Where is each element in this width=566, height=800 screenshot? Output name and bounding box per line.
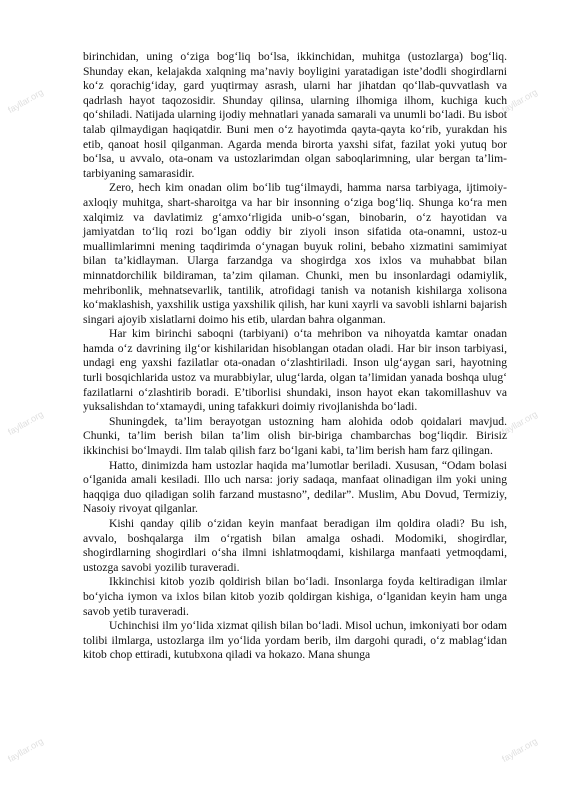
watermark: fayllar.org <box>6 735 45 765</box>
paragraph-8: Uchinchisi ilm yo‘lida xizmat qilish bilan bo‘ladi. Misol uchun, imkoniyati bor odam tolibi ilmlarga, ustozlarga ilm yo‘lida yordam berib, ilm dargohi quradi, o‘z mablag‘idan kitob chop ettiradi, kutubxona qiladi va hokazo. Mana shunga <box>83 619 507 662</box>
paragraph-4: Shuningdek, ta’lim berayotgan ustozning ham alohida odob qoidalari mavjud. Chunki, ta’lim berish bilan ta’lim olish bir-biriga chambarchas bog‘liqdir. Birisiz ikkinchisi bo‘lmaydi. Ilm talab qilish farz bo‘lgani kabi, ta’lim berish ham farz qilingan. <box>83 414 507 458</box>
paragraph-6: Kishi qanday qilib o‘zidan keyin manfaat beradigan ilm qoldira oladi? Bu ish, avvalo, boshqalarga ilm o‘rgatish bilan amalga oshadi. Modomiki, shogirdlar, shogirdlarning shogirdlari o‘sha ilmni ishlatmoqdami, kishilarga manfaati yetmoqdami, ustozga savobi yozilib turaveradi. <box>83 517 507 574</box>
document-page <box>83 50 507 663</box>
paragraph-1: birinchidan, uning o‘ziga bog‘liq bo‘lsa, ikkinchidan, muhitga (ustozlarga) bog‘liq. Shunday ekan, kelajakda xalqning ma’naviy boyligini yaratadigan iste’dodli shogirdlarni ko‘z qorachig‘iday, gard yuqtirmay asrash, ularni har jihatdan qo‘llab-quvvatlash va qadrlash hayot taqozosidir. Shunday qilinsa, ularning ilhomiga ilhom, kuchiga kuch qo‘shiladi. Natijada ularning ijodiy mehnatlari yanada samarali va unumli bo‘ladi. Bu isbot talab qilmaydigan haqiqatdir. Buni men o‘z hayotimda qayta-qayta ko‘rib, yurakdan his etib, qanoat hosil qilganman. Agarda menda birorta yaxshi sifat, fazilat yoki yutuq bor bo‘lsa, u avvalo, ota-onam va ustozlarimdan olgan saboqlarimning, ular bergan ta’lim-tarbiyaning samarasidir. <box>83 50 507 180</box>
watermark: fayllar.org <box>500 735 539 765</box>
paragraph-2: Zero, hech kim onadan olim bo‘lib tug‘ilmaydi, hamma narsa tarbiyaga, ijtimoiy-axloqiy muhitga, shart-sharoitga va har bir insonning o‘ziga bog‘liq. Shunga ko‘ra men xalqimiz va davlatimiz g‘amxo‘rligida unib-o‘sgan, binobarin, o‘z hayotidan va jamiyatdan to‘liq rozi bo‘lgan oddiy bir ziyoli inson sifatida ota-onamni, ustoz-u muallimlarimni mening taqdirimda o‘ynagan buyuk rolini, bebaho xizmatini samimiyat bilan ta’kidlayman. Ularga farzandga va shogirdga xos ixlos va muhabbat bilan minnatdorchilik bildiraman, ta’zim qilaman. Chunki, men bu insonlardagi odamiylik, mehribonlik, mehnatsevarlik, tantilik, atrofidagi tanish va notanish kishilarga xolisona ko‘maklashish, yaxshilik ustiga yaxshilik qilish, har kuni xayrli va savobli ishlarni bajarish singari ajoyib xislatlarni doimo his etib, ulardan bahra olganman. <box>83 181 507 326</box>
watermark: fayllar.org <box>6 86 45 116</box>
paragraph-3: Har kim birinchi saboqni (tarbiyani) o‘ta mehribon va nihoyatda kamtar onadan hamda o‘z davrining ilg‘or kishilaridan hisoblangan otadan oladi. Har bir inson tarbiyasi, undagi eng yaxshi fazilatlar ota-onadan o‘zlashtiriladi. Inson ulg‘aygan sari, hayotning turli bosqichlarida ustoz va murabbiylar, ulug‘larda, olgan ta’limidan yanada boshqa ulug‘ fazilatlarni o‘zlashtirib boradi. E’tiborlisi shundaki, inson hayot ekan takomillashuv va yuksalishdan to‘xtamaydi, uning tafakkuri doimiy rivojlanishda bo‘ladi. <box>83 327 507 414</box>
watermark: fayllar.org <box>6 408 45 438</box>
watermark: fayllar.org <box>500 86 539 116</box>
paragraph-7: Ikkinchisi kitob yozib qoldirish bilan bo‘ladi. Insonlarga foyda keltiradigan ilmlar bo‘yicha iymon va ixlos bilan kitob yozib qoldirgan kishiga, o‘lganidan keyin ham unga savob yetib turaveradi. <box>83 575 507 618</box>
watermark: fayllar.org <box>500 408 539 438</box>
paragraph-5: Hatto, dinimizda ham ustozlar haqida ma’lumotlar beriladi. Xususan, “Odam bolasi o‘lganida amali kesiladi. Illo uch narsa: joriy sadaqa, manfaat olinadigan ilm yoki uning haqqiga duo qiladigan solih farzand mustasno”, dedilar”. Muslim, Abu Dovud, Termiziy, Nasoiy rivoyat qilganlar. <box>83 458 507 516</box>
